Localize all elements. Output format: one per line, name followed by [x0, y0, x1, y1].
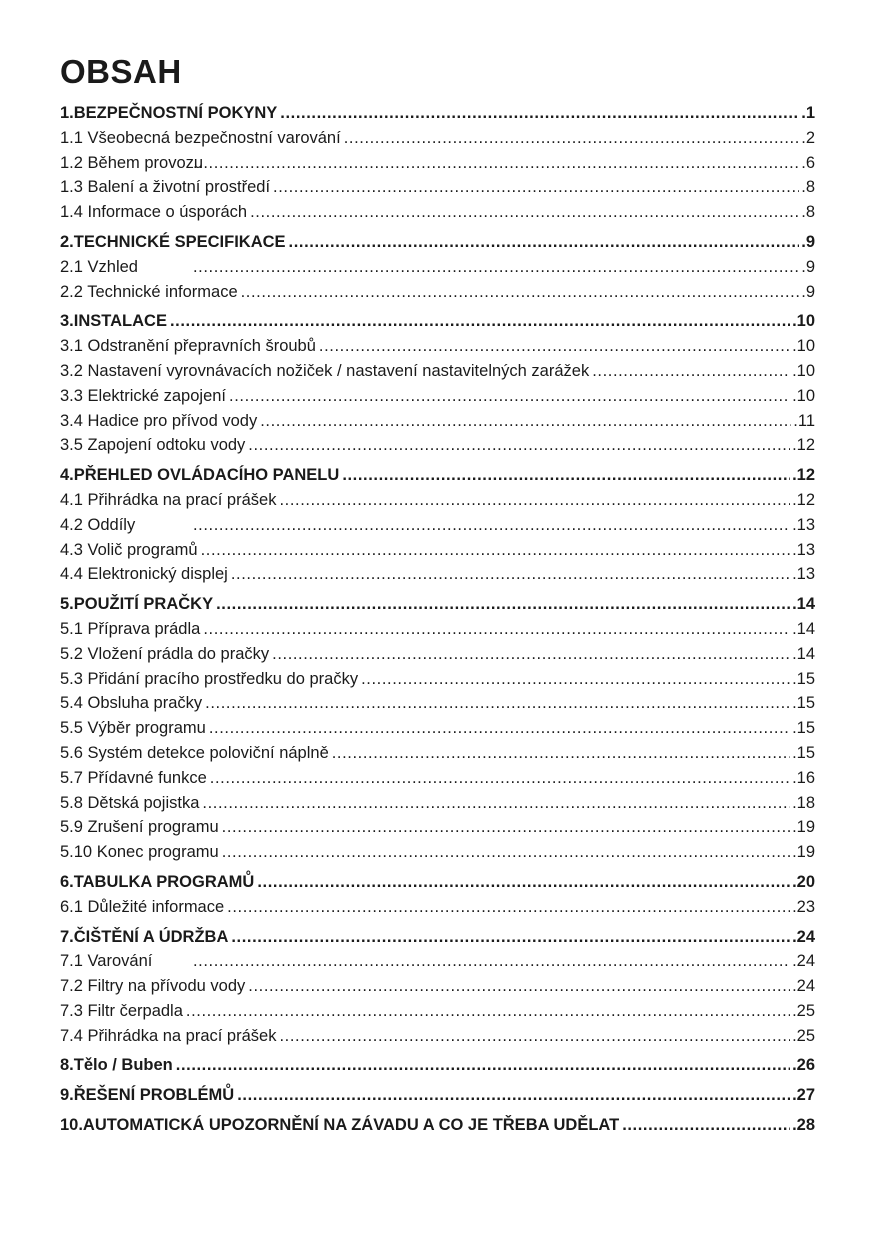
toc-dot-leader — [193, 516, 790, 535]
toc-dot-leader — [342, 466, 790, 485]
toc-section-entry[interactable] — [60, 694, 815, 719]
toc-chapter-entry[interactable] — [60, 1116, 815, 1141]
toc-dot-leader — [279, 491, 790, 510]
toc-section-entry[interactable] — [60, 1027, 815, 1052]
toc-dot-leader — [231, 928, 790, 947]
toc-page — [60, 52, 815, 1141]
toc-dot-leader — [257, 873, 790, 892]
toc-entry-page-number: .12 — [792, 436, 815, 455]
toc-entry-page-number: .28 — [792, 1116, 815, 1135]
toc-dot-leader — [280, 104, 799, 123]
toc-chapter-entry[interactable] — [60, 104, 815, 129]
toc-section-entry[interactable] — [60, 129, 815, 154]
toc-dot-leader — [205, 694, 790, 713]
toc-section-entry[interactable] — [60, 744, 815, 769]
page-title: OBSAH — [60, 53, 182, 90]
toc-dot-leader — [202, 794, 790, 813]
toc-section-entry[interactable] — [60, 670, 815, 695]
toc-entry-label: 4.PŘEHLED OVLÁDACÍHO PANELU — [60, 466, 340, 485]
toc-entry-label: 2.2 Technické informace — [60, 282, 238, 301]
toc-entry-page-number: .25 — [792, 1001, 815, 1020]
toc-entry-page-number: .26 — [792, 1056, 815, 1075]
toc-dot-leader — [250, 203, 799, 222]
toc-entry-label: 10.AUTOMATICKÁ UPOZORNĚNÍ NA ZÁVADU A CO JE TŘEBA UDĚLAT — [60, 1116, 620, 1135]
toc-dot-leader — [216, 595, 790, 614]
toc-dot-leader — [273, 178, 799, 197]
toc-entry-page-number: .20 — [792, 872, 815, 891]
toc-entry-label: 5.POUŽITÍ PRAČKY — [60, 595, 214, 614]
toc-section-entry[interactable] — [60, 843, 815, 868]
toc-entry-page-number: .12 — [792, 490, 815, 509]
toc-dot-leader — [622, 1116, 790, 1135]
toc-dot-leader — [319, 337, 790, 356]
toc-dot-leader — [193, 952, 790, 971]
toc-entry-label: 7.1 Varování — [60, 952, 153, 971]
toc-entry-label: 5.5 Výběr programu — [60, 719, 206, 738]
toc-entry-label: 1.3 Balení a životní prostředí — [60, 178, 271, 197]
toc-entry-label: 3.1 Odstranění přepravních šroubů — [60, 337, 316, 356]
toc-section-entry[interactable] — [60, 154, 815, 179]
toc-entry-page-number: .13 — [792, 565, 815, 584]
toc-entry-page-number: .6 — [801, 153, 815, 172]
toc-entry-label: 3.INSTALACE — [60, 312, 167, 331]
toc-entry-label: 3.4 Hadice pro přívod vody — [60, 411, 258, 430]
toc-dot-leader — [237, 1086, 790, 1105]
toc-entry-page-number: .1 — [801, 104, 815, 122]
toc-chapter-entry[interactable] — [60, 233, 815, 258]
toc-entry-page-number: .9 — [801, 232, 815, 251]
toc-chapter-entry[interactable] — [60, 595, 815, 620]
toc-section-entry[interactable] — [60, 645, 815, 670]
toc-entry-label: 3.2 Nastavení vyrovnávacích nožiček / nastavení nastavitelných zarážek — [60, 361, 590, 380]
toc-entry-label: 7.2 Filtry na přívodu vody — [60, 977, 246, 996]
toc-dot-leader — [272, 645, 790, 664]
toc-dot-leader — [170, 312, 790, 331]
toc-entry-page-number: .18 — [792, 793, 815, 812]
toc-entry-label: 6.1 Důležité informace — [60, 897, 225, 916]
toc-entry-page-number: .24 — [792, 977, 815, 996]
toc-section-entry[interactable] — [60, 541, 815, 566]
toc-entry-label: 2.1 Vzhled — [60, 257, 138, 276]
toc-section-entry[interactable] — [60, 337, 815, 362]
toc-dot-leader — [229, 387, 790, 406]
toc-entry-label: 8.Tělo / Buben — [60, 1056, 173, 1075]
toc-entry-page-number: .15 — [792, 669, 815, 688]
toc-entry-label: 6.TABULKA PROGRAMŮ — [60, 872, 255, 891]
toc-entry-page-number: .23 — [792, 897, 815, 916]
toc-entry-page-number: .14 — [792, 595, 815, 614]
toc-dot-leader — [176, 1056, 790, 1075]
toc-entry-label: 3.3 Elektrické zapojení — [60, 386, 227, 405]
toc-section-entry[interactable] — [60, 387, 815, 412]
table-of-contents — [60, 104, 815, 1141]
toc-entry-label: 5.6 Systém detekce poloviční náplně — [60, 743, 329, 762]
toc-dot-leader — [186, 1002, 790, 1021]
toc-entry-page-number: .13 — [792, 540, 815, 559]
toc-entry-page-number: .9 — [801, 282, 815, 301]
toc-entry-label: 7.3 Filtr čerpadla — [60, 1001, 183, 1020]
toc-dot-leader — [209, 719, 790, 738]
toc-section-entry[interactable] — [60, 1002, 815, 1027]
toc-chapter-entry[interactable] — [60, 1086, 815, 1111]
toc-entry-label: 1.4 Informace o úsporách — [60, 203, 248, 222]
toc-entry-label: 5.9 Zrušení programu — [60, 818, 219, 837]
toc-entry-label: 1.1 Všeobecná bezpečnostní varování — [60, 128, 341, 147]
toc-chapter-entry[interactable] — [60, 1056, 815, 1081]
toc-section-entry[interactable] — [60, 818, 815, 843]
toc-chapter-entry[interactable] — [60, 466, 815, 491]
toc-entry-label: 4.3 Volič programů — [60, 540, 198, 559]
toc-section-entry[interactable] — [60, 719, 815, 744]
toc-entry-label: 5.8 Dětská pojistka — [60, 793, 200, 812]
toc-entry-page-number: .12 — [792, 466, 815, 485]
toc-chapter-entry[interactable] — [60, 312, 815, 337]
toc-dot-leader — [248, 436, 790, 455]
toc-entry-label: 4.4 Elektronický displej — [60, 565, 228, 584]
toc-entry-label: 1.2 Během provozu — [60, 153, 204, 172]
toc-entry-label: 5.1 Příprava prádla — [60, 619, 201, 638]
toc-entry-page-number: .11 — [793, 411, 815, 430]
toc-dot-leader — [227, 898, 790, 917]
toc-section-entry[interactable] — [60, 977, 815, 1002]
toc-entry-label: 5.10 Konec programu — [60, 843, 219, 862]
toc-section-entry[interactable] — [60, 952, 815, 977]
toc-dot-leader — [248, 977, 790, 996]
toc-entry-page-number: .25 — [792, 1026, 815, 1045]
toc-dot-leader — [361, 670, 790, 689]
toc-entry-page-number: .10 — [792, 361, 815, 380]
toc-entry-page-number: .14 — [792, 619, 815, 638]
toc-section-entry[interactable] — [60, 258, 815, 283]
toc-dot-leader — [344, 129, 800, 148]
toc-dot-leader — [201, 541, 790, 560]
toc-entry-page-number: .24 — [792, 952, 815, 971]
toc-section-entry[interactable] — [60, 794, 815, 819]
toc-section-entry[interactable] — [60, 203, 815, 228]
toc-entry-page-number: .10 — [792, 386, 815, 405]
toc-entry-page-number: .14 — [792, 644, 815, 663]
toc-dot-leader — [332, 744, 790, 763]
toc-entry-page-number: .15 — [792, 719, 815, 738]
toc-entry-page-number: .15 — [792, 743, 815, 762]
toc-entry-label: 9.ŘEŠENÍ PROBLÉMŮ — [60, 1086, 235, 1105]
toc-section-entry[interactable] — [60, 491, 815, 516]
toc-entry-page-number: .27 — [792, 1086, 815, 1105]
toc-chapter-entry[interactable] — [60, 873, 815, 898]
toc-dot-leader — [222, 843, 790, 862]
toc-dot-leader — [289, 233, 800, 252]
toc-entry-page-number: .8 — [801, 178, 815, 197]
toc-entry-label: 7.4 Přihrádka na prací prášek — [60, 1026, 277, 1045]
toc-dot-leader — [203, 620, 790, 639]
toc-dot-leader — [193, 154, 799, 173]
toc-dot-leader — [592, 362, 790, 381]
toc-entry-label: 2.TECHNICKÉ SPECIFIKACE — [60, 232, 286, 251]
toc-entry-page-number: .10 — [792, 337, 815, 356]
toc-dot-leader — [222, 818, 790, 837]
toc-section-entry[interactable] — [60, 769, 815, 794]
toc-dot-leader — [279, 1027, 790, 1046]
toc-entry-page-number: .8 — [801, 203, 815, 222]
toc-section-entry[interactable] — [60, 565, 815, 590]
toc-entry-label: 1.BEZPEČNOSTNÍ POKYNY — [60, 104, 278, 122]
toc-section-entry[interactable] — [60, 178, 815, 203]
toc-entry-label: 5.3 Přidání pracího prostředku do pračky — [60, 669, 359, 688]
toc-chapter-entry[interactable] — [60, 928, 815, 953]
toc-dot-leader — [260, 412, 791, 431]
toc-entry-page-number: .2 — [801, 128, 815, 147]
toc-section-entry[interactable] — [60, 516, 815, 541]
toc-entry-page-number: .9 — [801, 257, 815, 276]
toc-entry-page-number: .19 — [792, 818, 815, 837]
toc-entry-page-number: .10 — [792, 312, 815, 331]
toc-section-entry[interactable] — [60, 362, 815, 387]
toc-entry-page-number: .19 — [792, 843, 815, 862]
toc-section-entry[interactable] — [60, 283, 815, 308]
toc-section-entry[interactable] — [60, 436, 815, 461]
toc-entry-page-number: .15 — [792, 694, 815, 713]
toc-section-entry[interactable] — [60, 898, 815, 923]
toc-entry-page-number: .13 — [792, 515, 815, 534]
toc-entry-label: 5.7 Přídavné funkce — [60, 768, 207, 787]
toc-entry-label: 5.2 Vložení prádla do pračky — [60, 644, 270, 663]
toc-entry-label: 4.1 Přihrádka na prací prášek — [60, 490, 277, 509]
toc-entry-page-number: .24 — [792, 927, 815, 946]
toc-section-entry[interactable] — [60, 620, 815, 645]
toc-dot-leader — [210, 769, 790, 788]
toc-entry-label: 5.4 Obsluha pračky — [60, 694, 203, 713]
toc-entry-label: 7.ČIŠTĚNÍ A ÚDRŽBA — [60, 927, 229, 946]
toc-dot-leader — [193, 258, 799, 277]
toc-entry-page-number: .16 — [792, 768, 815, 787]
toc-entry-label: 4.2 Oddíly — [60, 515, 136, 534]
toc-entry-label: 3.5 Zapojení odtoku vody — [60, 436, 246, 455]
toc-section-entry[interactable] — [60, 412, 815, 437]
toc-dot-leader — [231, 565, 790, 584]
toc-dot-leader — [241, 283, 800, 302]
